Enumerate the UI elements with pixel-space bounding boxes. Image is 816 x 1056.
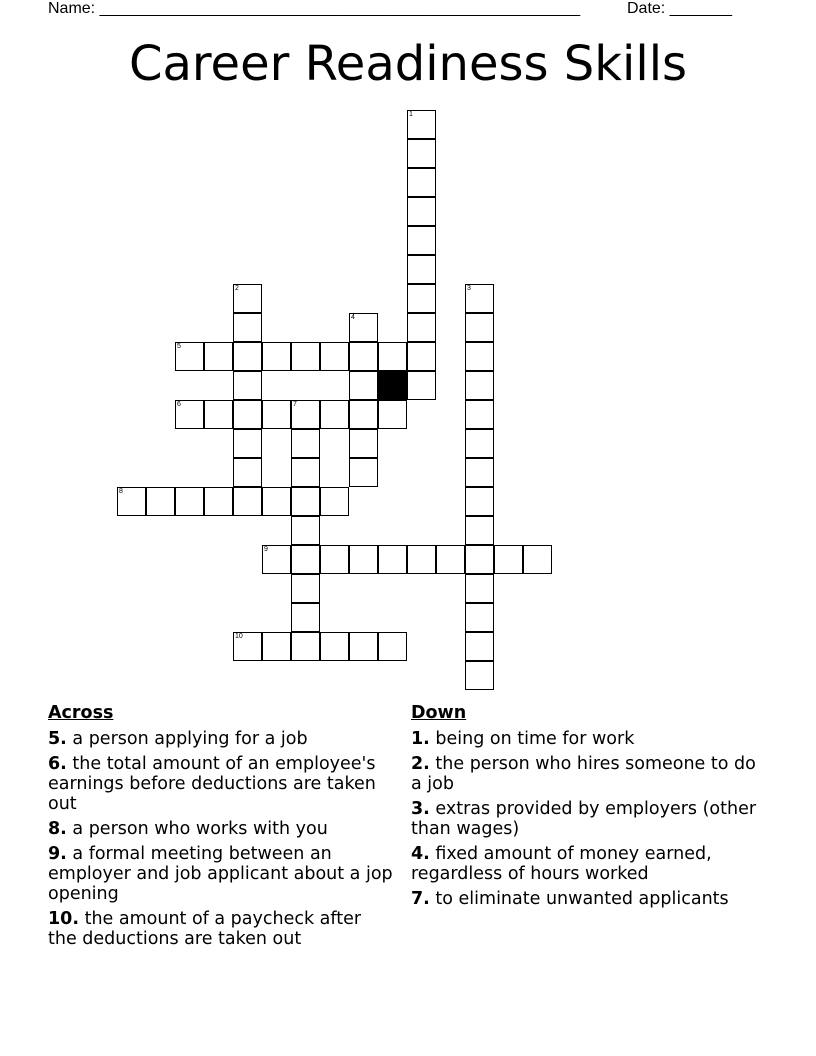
grid-cell[interactable] [291,400,320,429]
clue-text: to eliminate unwanted applicants [435,889,729,909]
grid-cell[interactable] [407,313,436,342]
grid-cell[interactable] [291,429,320,458]
grid-cell[interactable] [233,429,262,458]
grid-cell[interactable] [465,632,494,661]
grid-cell[interactable] [378,342,407,371]
grid-cell[interactable] [233,284,262,313]
clue-text: the amount of a paycheck after the deductions are taken out [48,909,362,949]
grid-cell[interactable] [233,458,262,487]
grid-cell[interactable] [465,487,494,516]
grid-cell[interactable] [291,342,320,371]
date-field-label: Date: _______ [627,0,732,17]
cell-number: 7 [293,401,297,408]
grid-cell[interactable] [349,632,378,661]
grid-cell[interactable] [349,400,378,429]
down-clues [411,703,761,914]
cell-number: 8 [119,488,123,495]
grid-cell[interactable] [465,574,494,603]
clue-across-10 [48,909,393,949]
clue-text: being on time for work [435,729,635,749]
grid-cell[interactable] [320,400,349,429]
grid-cell[interactable] [204,487,233,516]
grid-cell[interactable] [407,226,436,255]
grid-cell[interactable] [117,487,146,516]
grid-cell[interactable] [407,255,436,284]
grid-cell[interactable] [407,197,436,226]
clue-across-6 [48,754,393,814]
grid-cell[interactable] [175,342,204,371]
grid-cell[interactable] [262,342,291,371]
grid-cell[interactable] [262,400,291,429]
clue-number: 1. [411,729,430,749]
grid-cell[interactable] [233,632,262,661]
grid-cell[interactable] [233,400,262,429]
clue-number: 6. [48,754,67,774]
grid-cell[interactable] [349,371,378,400]
grid-cell[interactable] [465,545,494,574]
clue-number: 10. [48,909,80,929]
grid-cell[interactable] [291,458,320,487]
clue-number: 7. [411,889,430,909]
clue-across-8 [48,819,393,839]
cell-number: 3 [467,285,471,292]
grid-cell[interactable] [349,545,378,574]
grid-cell[interactable] [233,342,262,371]
grid-cell[interactable] [233,487,262,516]
grid-cell[interactable] [204,342,233,371]
cell-number: 9 [264,546,268,553]
grid-cell[interactable] [349,458,378,487]
page-title: Career Readiness Skills [128,36,688,92]
clue-text: fixed amount of money earned, regardless of hours worked [411,844,712,884]
cell-number: 4 [351,314,355,321]
grid-cell[interactable] [407,371,436,400]
grid-cell[interactable] [175,487,204,516]
clue-down-1 [411,729,761,749]
clue-down-2 [411,754,761,794]
grid-cell[interactable] [349,429,378,458]
grid-cell[interactable] [523,545,552,574]
name-field-label: Name: ______________________________________________________ [48,0,581,17]
clue-number: 5. [48,729,67,749]
clue-down-3 [411,799,761,839]
grid-cell[interactable] [291,574,320,603]
grid-cell[interactable] [465,284,494,313]
grid-cell[interactable] [262,545,291,574]
grid-cell[interactable] [320,342,349,371]
grid-cell[interactable] [320,545,349,574]
clue-text: the total amount of an employee's earnings before deductions are taken out [48,754,376,814]
clue-number: 3. [411,799,430,819]
clue-number: 2. [411,754,430,774]
clue-text: the person who hires someone to do a job [411,754,756,794]
grid-cell[interactable] [349,313,378,342]
grid-cell[interactable] [465,371,494,400]
clue-text: a person applying for a job [72,729,308,749]
grid-cell[interactable] [378,632,407,661]
clue-number: 4. [411,844,430,864]
grid-cell[interactable] [407,139,436,168]
grid-cell[interactable] [465,313,494,342]
grid-cell[interactable] [378,545,407,574]
grid-cell[interactable] [407,168,436,197]
grid-cell[interactable] [465,429,494,458]
grid-cell[interactable] [291,632,320,661]
clue-down-7 [411,889,761,909]
grid-cell[interactable] [291,487,320,516]
grid-cell[interactable] [262,632,291,661]
grid-cell[interactable] [349,342,378,371]
grid-cell[interactable] [407,545,436,574]
clue-text: extras provided by employers (other than wages) [411,799,757,839]
grid-cell[interactable] [262,487,291,516]
grid-cell[interactable] [233,371,262,400]
clue-down-4 [411,844,761,884]
grid-cell[interactable] [204,400,233,429]
grid-cell[interactable] [320,632,349,661]
clue-text: a formal meeting between an employer and job applicant about a jop opening [48,844,393,904]
grid-cell[interactable] [407,284,436,313]
grid-cell[interactable] [291,603,320,632]
cell-number: 2 [235,285,239,292]
grid-cell[interactable] [320,487,349,516]
across-heading: Across [48,703,114,723]
grid-cell[interactable] [378,400,407,429]
grid-cell[interactable] [465,400,494,429]
clue-across-9 [48,844,393,904]
grid-cell[interactable] [146,487,175,516]
clue-across-5 [48,729,393,749]
grid-cell[interactable] [465,342,494,371]
grid-cell[interactable] [465,661,494,690]
grid-cell[interactable] [291,516,320,545]
black-square [378,371,407,400]
cell-number: 10 [235,633,243,640]
grid-cell[interactable] [465,458,494,487]
clue-number: 9. [48,844,67,864]
grid-cell[interactable] [175,400,204,429]
clue-text: a person who works with you [72,819,328,839]
grid-cell[interactable] [494,545,523,574]
cell-number: 6 [177,401,181,408]
cell-number: 5 [177,343,181,350]
grid-cell[interactable] [407,342,436,371]
across-clues [48,703,393,954]
grid-cell[interactable] [407,110,436,139]
grid-cell[interactable] [465,516,494,545]
grid-cell[interactable] [465,603,494,632]
grid-cell[interactable] [291,545,320,574]
cell-number: 1 [409,111,413,118]
down-heading: Down [411,703,467,723]
clue-number: 8. [48,819,67,839]
grid-cell[interactable] [436,545,465,574]
grid-cell[interactable] [233,313,262,342]
